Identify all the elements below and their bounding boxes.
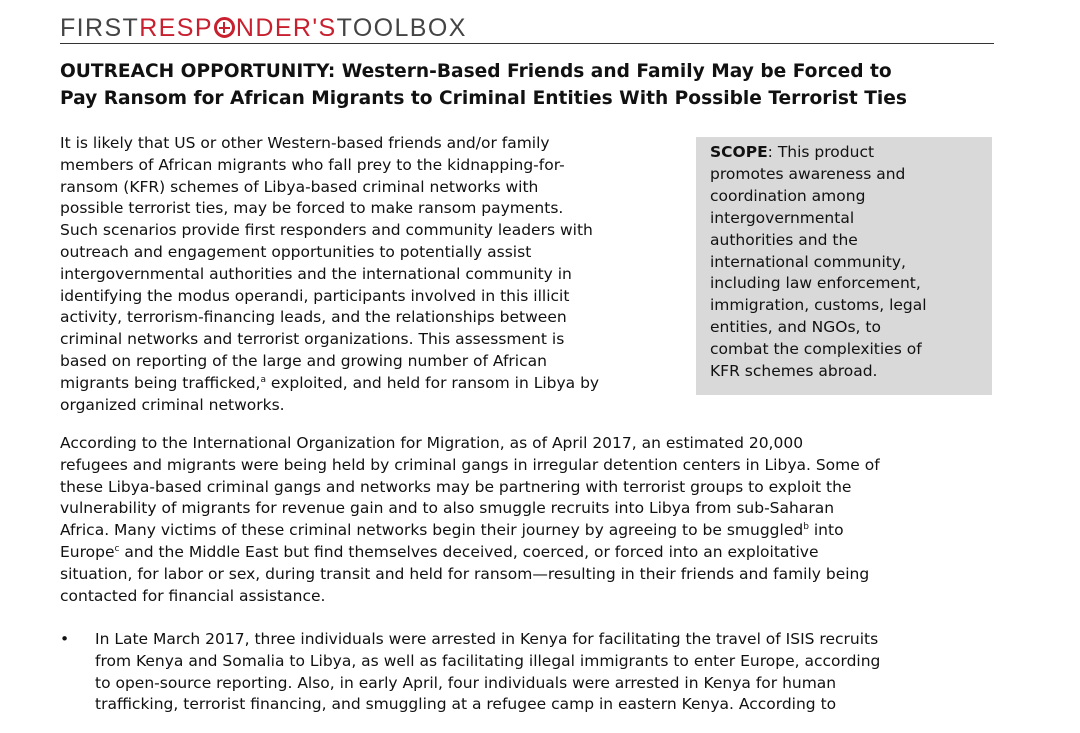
text-line: possible terrorist ties, may be forced to make ransom payments. <box>60 199 564 218</box>
text-line: It is likely that US or other Western-based friends and/or family <box>60 134 550 152</box>
footnote-marker: c <box>114 543 120 554</box>
text-line: from Kenya and Somalia to Libya, as well as facilitating illegal immigrants to enter Europe, according <box>95 651 881 670</box>
intro-paragraph <box>60 133 690 416</box>
bullet-text <box>95 629 880 716</box>
title-line: OUTREACH OPPORTUNITY: Western-Based Friends and Family May be Forced to <box>60 61 892 82</box>
scope-box <box>696 137 992 395</box>
migration-paragraph <box>60 433 1020 607</box>
text-line: these Libya-based criminal gangs and networks may be partnering with terrorist groups to exploit the <box>60 477 852 496</box>
page-title <box>60 58 1020 112</box>
text-line: migrants being trafficked,$^a$ exploited, and held for ransom in Libya by <box>60 373 600 392</box>
text-line: identifying the modus operandi, participants involved in this illicit <box>60 286 570 305</box>
text-line: KFR schemes abroad. <box>710 362 878 381</box>
text-line: authorities and the <box>710 230 858 249</box>
text-line: immigration, customs, legal <box>710 296 927 315</box>
text-line: entities, and NGOs, to <box>710 318 881 337</box>
text-line: contacted for financial assistance. <box>60 586 326 605</box>
crosshair-icon <box>214 17 235 38</box>
brand-logo <box>60 14 467 44</box>
text-line: to open-source reporting. Also, in early April, four individuals were arrested in Kenya for human <box>95 673 837 692</box>
text-line: ransom (KFR) schemes of Libya-based criminal networks with <box>60 177 539 196</box>
text-line: trafficking, terrorist financing, and smuggling at a refugee camp in eastern Kenya. According to <box>95 695 837 714</box>
text-line: According to the International Organization for Migration, as of April 2017, an estimated 20,000 <box>60 434 804 452</box>
text-line: activity, terrorism-financing leads, and the relationships between <box>60 308 567 327</box>
text-line: coordination among <box>710 186 866 205</box>
scope-label: SCOPE <box>710 143 768 161</box>
brand-text-first: FIRST <box>60 14 140 42</box>
text-line: intergovernmental <box>710 208 855 227</box>
text-line: combat the complexities of <box>710 340 922 359</box>
footnote-marker: b <box>803 522 809 533</box>
text-line: intergovernmental authorities and the international community in <box>60 264 572 283</box>
text-line: criminal networks and terrorist organizations. This assessment is <box>60 330 565 349</box>
brand-text-resp: RESP <box>139 14 213 42</box>
text-line: international community, <box>710 252 906 271</box>
brand-text-nders: NDER'S <box>235 14 337 42</box>
text-line: based on reporting of the large and growing number of African <box>60 351 547 370</box>
text-line: In Late March 2017, three individuals were arrested in Kenya for facilitating the travel of ISIS recruits <box>95 630 879 648</box>
text-line: refugees and migrants were being held by criminal gangs in irregular detention centers in Libya. Some of <box>60 455 880 474</box>
brand-text-toolbox: TOOLBOX <box>336 14 467 42</box>
text-line: including law enforcement, <box>710 274 921 293</box>
scope-text <box>710 142 978 383</box>
title-line: Pay Ransom for African Migrants to Criminal Entities With Possible Terrorist Ties <box>60 88 907 109</box>
text-line: promotes awareness and <box>710 164 906 183</box>
header-rule <box>60 43 994 44</box>
text-line: Europe$^c$ and the Middle East but find themselves deceived, coerced, or forced into an exploitative <box>60 542 819 561</box>
text-line: situation, for labor or sex, during transit and held for ransom—resulting in their friends and family being <box>60 564 870 583</box>
text-line: Africa. Many victims of these criminal networks begin their journey by agreeing to be smuggled$^b$ into <box>60 521 844 540</box>
text-line: SCOPE: This product <box>710 143 875 161</box>
text-line: vulnerability of migrants for revenue gain and to also smuggle recruits into Libya from sub-Saharan <box>60 499 835 518</box>
text-line: organized criminal networks. <box>60 395 285 414</box>
text-line: members of African migrants who fall prey to the kidnapping-for- <box>60 155 565 174</box>
bullet-icon: • <box>60 630 70 648</box>
text-line: outreach and engagement opportunities to potentially assist <box>60 242 532 261</box>
text-line: Such scenarios provide first responders and community leaders with <box>60 221 593 240</box>
footnote-marker: a <box>260 374 266 385</box>
